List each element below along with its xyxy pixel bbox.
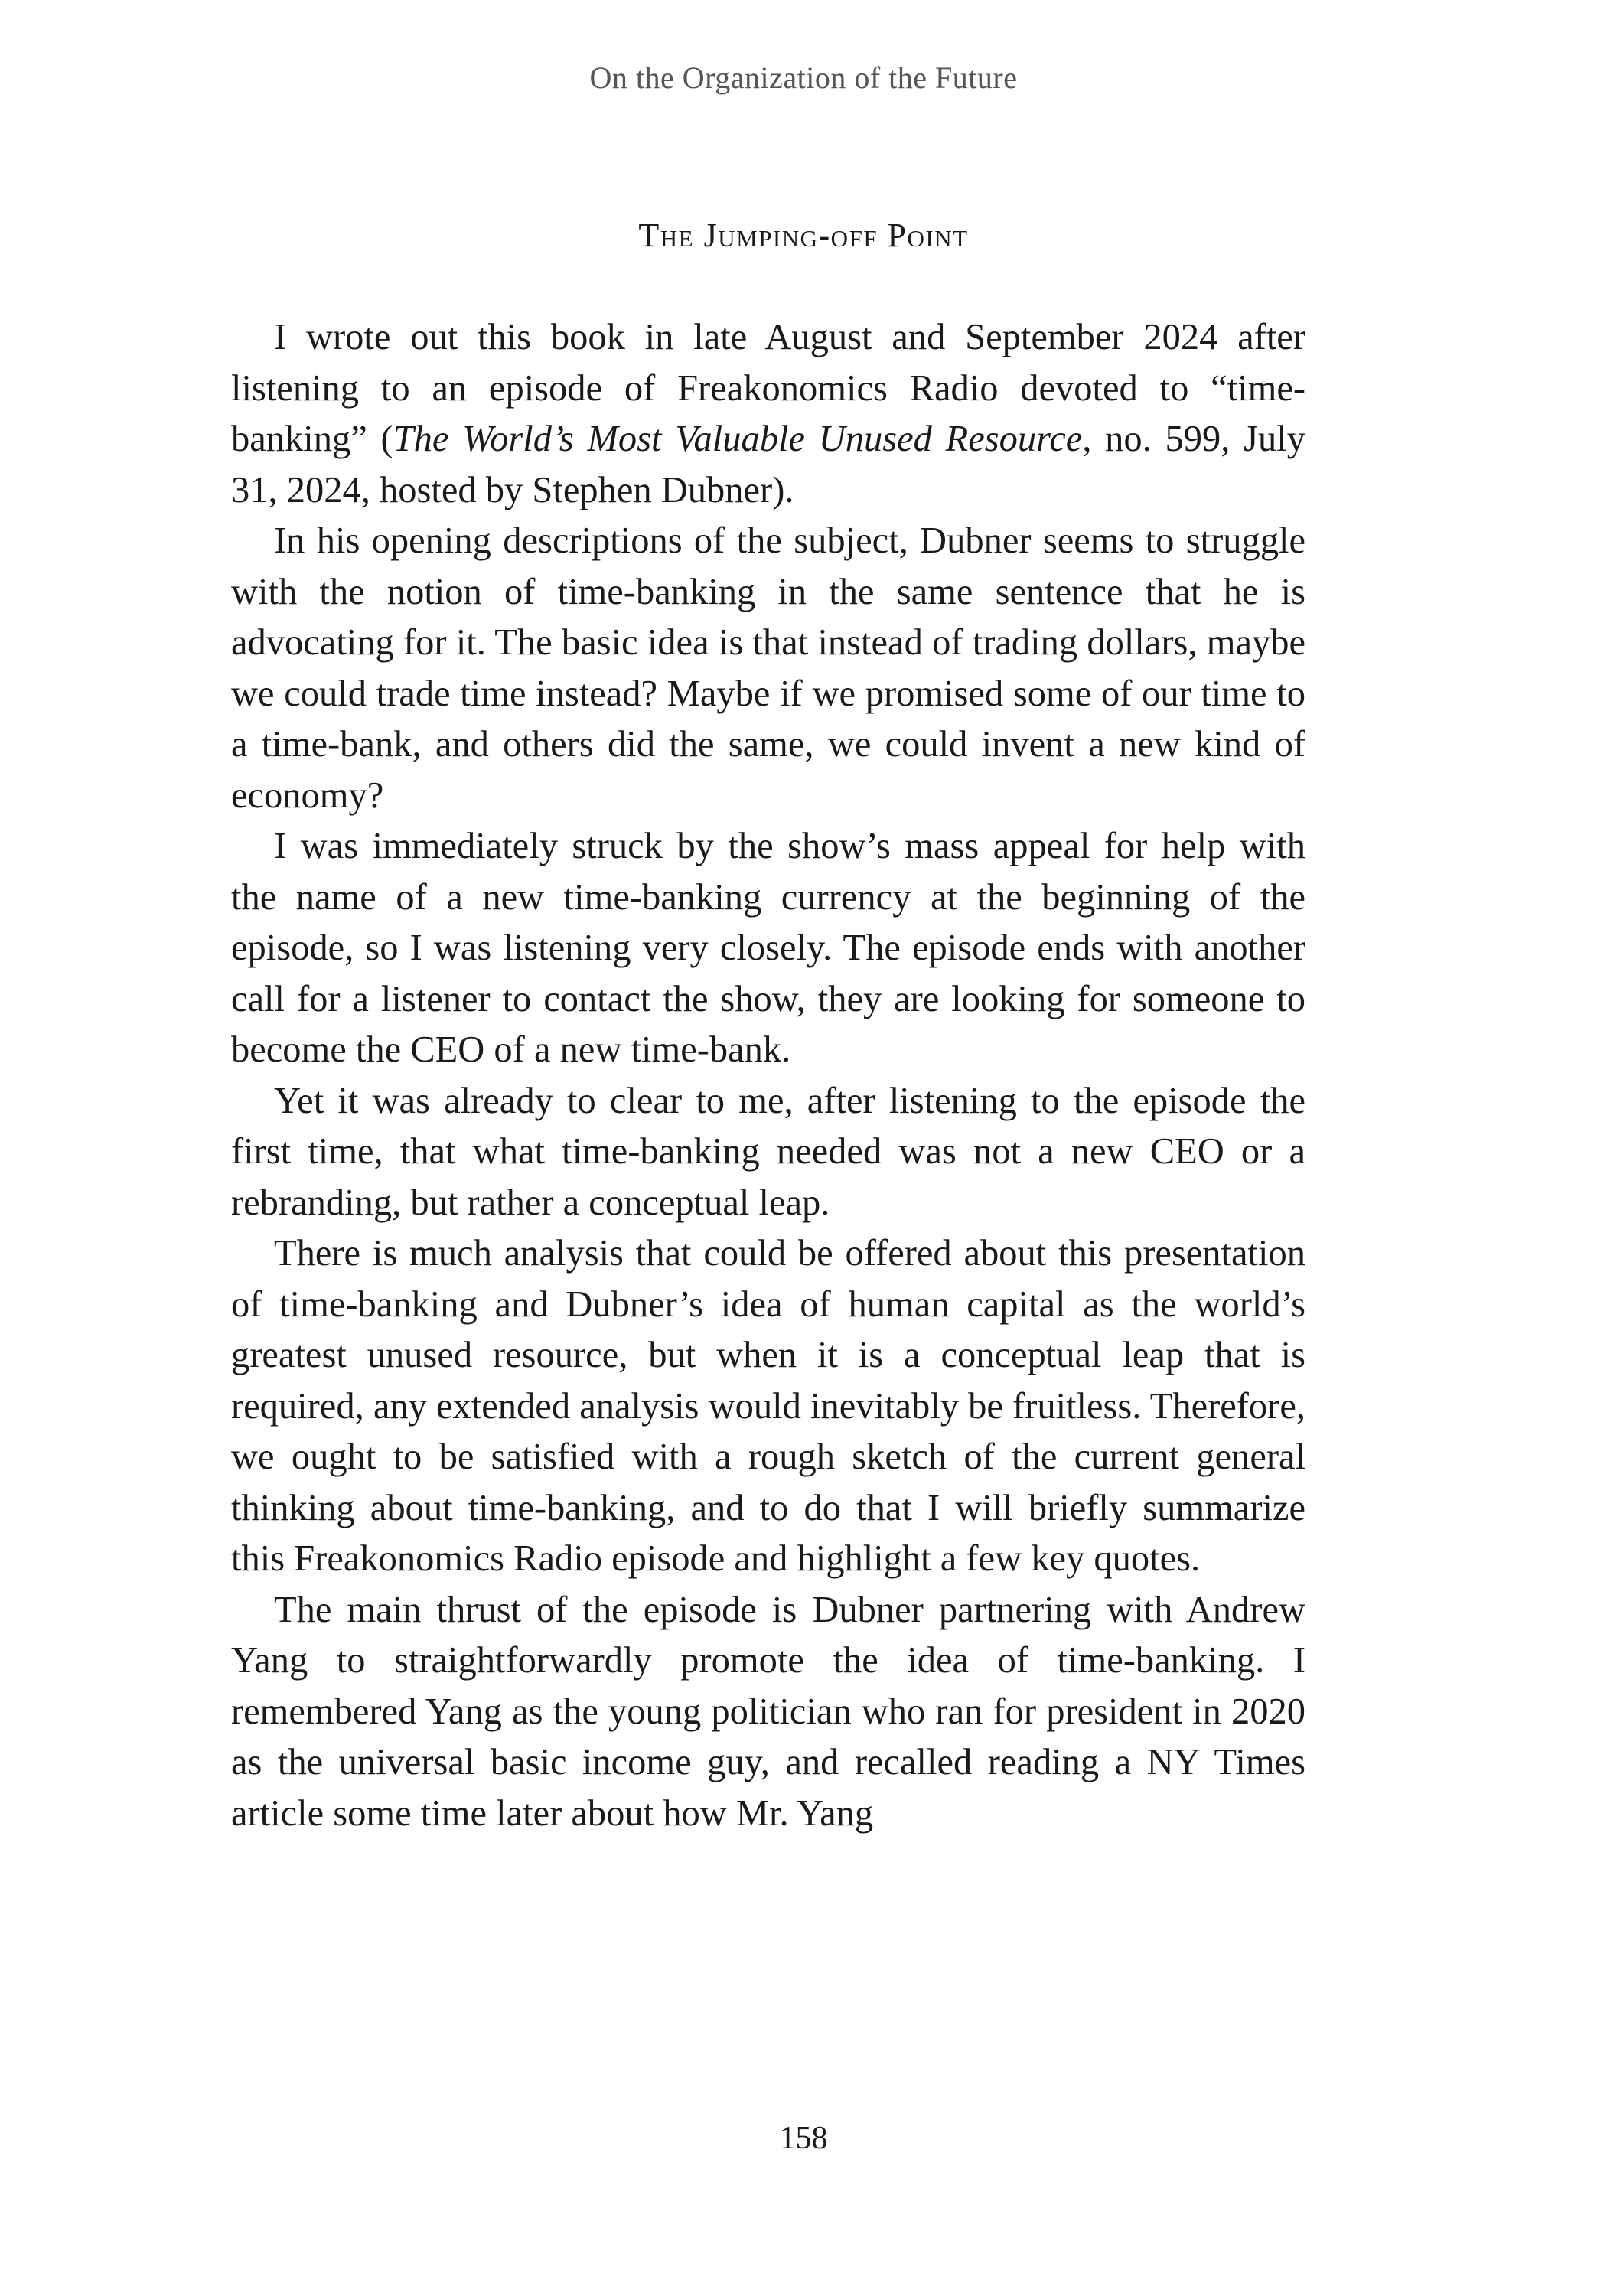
body-text — [231, 312, 1305, 1839]
paragraph-2: In his opening descriptions of the subject, Dubner seems to struggle with the notion of time-banking in the same sentence that he is advocating for it. The basic idea is that instead of trading dollars, maybe we could trade time instead? Maybe if we promised some of our time to a time-bank, and others did the same, we could invent a new kind of economy? — [231, 520, 1305, 816]
paragraph-1-tail: no. 599, July 31, 2024, hosted by Stephen Dubner). — [231, 419, 1305, 510]
page-number: 158 — [779, 2121, 828, 2156]
paragraph-1-text: I wrote out this book in late August and September 2024 after listening to an episode of Freakonomics Radio devoted to “time-banking” ( — [231, 317, 1305, 459]
paragraph-6: The main thrust of the episode is Dubner partnering with Andrew Yang to straightforwardly promote the idea of time-banking. I remembered Yang as the young politician who ran for president in 2020 as the universal basic income guy, and recalled reading a NY Times article some time later about how Mr. Yang — [231, 1589, 1305, 1834]
paragraph-3: I was immediately struck by the show’s mass appeal for help with the name of a new time-banking currency at the beginning of the episode, so I was listening very closely. The episode ends with another call for a listener to contact the show, they are looking for someone to become the CEO of a new time-bank. — [231, 826, 1305, 1070]
episode-title: The World’s Most Valuable Unused Resource, — [393, 419, 1092, 459]
running-head: On the Organization of the Future — [589, 60, 1018, 95]
paragraph-1 — [231, 312, 1305, 516]
paragraph-4: Yet it was already to clear to me, after listening to the episode the first time, that what time-banking needed was not a new CEO or a rebranding, but rather a conceptual leap. — [231, 1080, 1305, 1223]
paragraph-5: There is much analysis that could be offered about this presentation of time-banking and Dubner’s idea of human capital as the world’s greatest unused resource, but when it is a conceptual leap that is required, any extended analysis would inevitably be fruitless. Therefore, we ought to be satisfied with a rough sketch of the current general thinking about time-banking, and to do that I will briefly summarize this Freakonomics Radio episode and highlight a few key quotes. — [231, 1233, 1305, 1579]
chapter-heading: The Jumping-off Point — [638, 217, 969, 254]
